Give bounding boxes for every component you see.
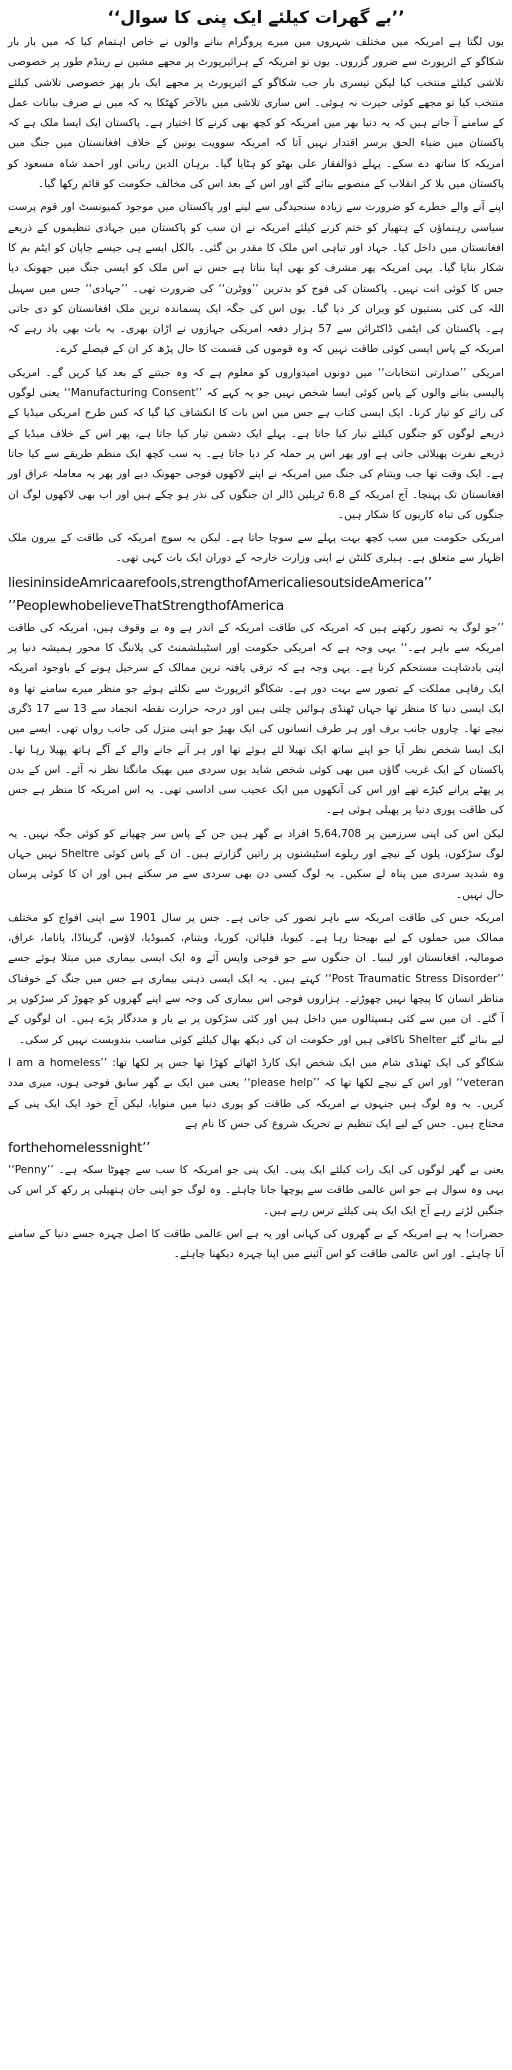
- article-paragraph: یعنی بے گھر لوگوں کی ایک رات کیلئے ایک پنی۔ ایک پنی جو امریکہ کا سب سے چھوٹا سکہ ہے۔ ’’Penny‘‘ یہی وہ سوال ہے جو اس عالمی طاقت سے پوچھا جانا چاہئے۔ وہ لوگ جو اپنی جان ہتھیلی پر رکھ کر اس کی جنگیں لڑتے رہے آج ایک ایک پنی کیلئے ترس رہے ہیں۔: [8, 1164, 504, 1217]
- english-quote-line: liesininsideAmricaarefools,strengthofAmericaliesoutsideAmerica’’: [8, 574, 432, 591]
- article-paragraph: اپنے آنے والے خطرے کو ضرورت سے زیادہ سنجیدگی سے لینے اور پاکستان میں موجود کمیونسٹ اور قوم پرست سیاسی رہنماؤں کے ہتھیار کو ختم کرنے کیلئے امریکہ نے ان سب کو پاکستان میں جہادی تنظیموں کے ذریعے افغانستان میں داخل کیا۔ جہاد اور تباہی اس ملک کا مقدر بن گئی۔ بالکل ایسے ہی جیسے جاپان کو ایٹم بم کا شکار بنایا گیا۔ یہی امریکہ پھر مشرف کو بھی اپنا بناتا ہے جس نے اس ملک کو ایسی جنگ میں جھونک دیا جس کا کوئی انت نہیں۔ پاکستان کی فوج کو بدترین ’’ووٹرن‘‘ کی ضرورت تھی۔ ’’جہادی‘‘ جس میں سہیل اللہ کی کئی بستیوں کو ویران کر دیا گیا۔ یوں اس کی جگہ ایک پسماندہ ترین ملک افغانستان کو دی جاتی ہے۔ پاکستان کی ایٹمی ڈاکٹرائن سے 57 ہزار دفعہ امریکی جہازوں نے اڑان بھری۔ یہ بات بھی یاد رہے کہ امریکہ کے پاس ایسی کوئی طاقت نہیں کہ وہ قوموں کی قسمت کا حال پڑھ کر ان کے فیصلے کرے۔: [8, 201, 504, 356]
- article-paragraph: امریکہ جس کی طاقت امریکہ سے باہر تصور کی جاتی ہے۔ جس پر سال 1901 سے اپنی افواج کو مختلف ممالک میں حملوں کے لیے بھیجتا رہا ہے۔ کیوبا، فلپائن، کوریا، ویتنام، کمبوڈیا، لاؤس، گریناڈا، پاناما، عراق، صومالیہ، افغانستان اور لیبیا۔ ان جنگوں سے جو فوجی واپس آئے وہ ایک ایسی بیماری میں مبتلا ہوئے جسے ’’Post Traumatic Stress Disorder‘‘ کہتے ہیں۔ یہ ایک ایسی ذہنی بیماری ہے جس میں جنگ کے خوفناک مناظر انسان کا پیچھا نہیں چھوڑتے۔ ہزاروں فوجی اس بیماری کی وجہ سے اپنے گھروں کو چھوڑ کر سڑکوں پر آ گئے۔ ان میں سے کئی ہسپتالوں میں داخل ہیں اور کئی سڑکوں پر بے یار و مددگار پڑے ہیں۔ ان لوگوں کے لیے بنائے گئے Shelter ناکافی ہیں اور حکومت ان کی دیکھ بھال کیلئے کوئی مناسب بندوبست نہیں کر سکی۔: [8, 911, 504, 1046]
- article-paragraph: ’’جو لوگ یہ تصور رکھتے ہیں کہ امریکہ کی طاقت امریکہ کے اندر ہے وہ بے وقوف ہیں، امریکہ کی طاقت امریکہ سے باہر ہے۔‘‘ یہی وجہ ہے کہ امریکی حکومت اور اسٹیبلشمنٹ کی پلاننگ کا محور ہمیشہ دنیا پر اپنی بادشاہت مستحکم کرنا ہے۔ یہی وجہ ہے کہ ترقی یافتہ ترین ممالک کے سرخیل ہونے کے باوجود امریکہ ایک رفاہی مملکت کے تصور سے بہت دور ہے۔ شکاگو ائرپورٹ سے نکلتے ہوئے جو منظر میرے سامنے تھا وہ ایک ایسی دنیا کا منظر تھا جہاں ٹھنڈی ہوائیں چلتی ہیں اور درجہ حرارت نقطہ انجماد سے 13 سے 17 ڈگری نیچے تھا۔ چاروں جانب برف اور ہر طرف انسانوں کی ایک بھیڑ جو اپنی منزل کی جانب رواں تھی۔ ایسے میں ایک ایسا شخص نظر آیا جو اپنے ساتھ ایک تھیلا لئے ہوئے تھا اور ہر آنے جانے والے کے آگے ہاتھ پھیلا رہا تھا۔ پاکستان کے ایک غریب گاؤں میں بھی کوئی شخص شاید یوں سردی میں بھیک مانگتا نظر نہ آئے۔ اس کے بدن پر پھٹے پرانے کپڑے تھے اور اس کی آنکھوں میں ایک عجیب سی اداسی تھی۔ یہ اس امریکہ کا منظر ہے جس کی طاقت پوری دنیا پر پھیلی ہوئی ہے۔: [8, 621, 504, 817]
- article-title: ’’بے گھرات کیلئے ایک پنی کا سوال‘‘: [107, 8, 405, 28]
- article-paragraph: شکاگو کی ایک ٹھنڈی شام میں ایک شخص ایک کارڈ اٹھائے کھڑا تھا جس پر لکھا تھا: ’’I am a homeless veteran‘‘ اور اس کے نیچے لکھا تھا کہ ’’please help‘‘ یعنی میں ایک بے گھر سابق فوجی ہوں، میری مدد کریں۔ یہ وہ لوگ ہیں جنہوں نے امریکہ کی طاقت کو پوری دنیا میں منوایا، لیکن آج خود ایک ایک پنی کے محتاج ہیں۔ جس کے لیے ایک تنظیم نے تحریک شروع کی جس کا نام ہے: [8, 1056, 504, 1130]
- article-paragraph: یوں لگتا ہے امریکہ میں مختلف شہروں میں میرے پروگرام بنانے والوں نے خاص اہتمام کیا کہ میں بار بار شکاگو کے ائرپورٹ سے ضرور گزروں۔ یوں تو امریکہ کے ہرائیرپورٹ پر مجھے مشین نے رینڈم طور پر خصوصی تلاشی کیلئے منتخب کیا لیکن تیسری بار جب شکاگو کے ائیرپورٹ پر مجھے ایک بار پھر خصوصی تلاشی کیلئے منتخب کیا تو مجھے کوئی حیرت نہ ہوئی۔ اس ساری تلاشی میں بالآخر کھٹکا یہ کہ میں نے صرف بیانات عمل کے سامنے آ جاتے ہیں کہ یہ دنیا بھر میں امریکہ کو کچھ بھی کرنے کا اختیار ہے۔ پاکستان ایک ایسا ملک ہے کہ پاکستان میں ضیاء الحق برسر اقتدار نہیں آتا کہ امریکہ سوویت یونین کے خلاف افغانستان میں جنگ میں امریکہ کا ساتھ دے سکے۔ پہلے ذوالفقار علی بھٹو کو ہٹایا گیا۔ برہان الدین ربانی اور احمد شاہ مسعود کو پاکستان میں بلا کر انقلاب کے منصوبے بنائے گئے اور اس کے بعد اس کی مخالف حکومت کو قائم رکھا گیا۔: [8, 36, 504, 191]
- article-paragraph: حضرات! یہ ہے امریکہ کے بے گھروں کی کہانی اور یہ ہے اس عالمی طاقت کا اصل چہرہ جسے دنیا کے سامنے آنا چاہئے۔ اور اس عالمی طاقت کو اس آئینے میں اپنا چہرہ دیکھنا چاہئے۔: [8, 1228, 504, 1261]
- article-paragraph: امریکی ’’صدارتی انتخابات‘‘ میں دونوں امیدواروں کو معلوم ہے کہ وہ جیتنے کے بعد کیا کریں گے۔ امریکی پالیسی بنانے والوں کے پاس کوئی ایسا شخص نہیں جو یہ کہے کہ ’’Manufacturing Consent‘‘ یعنی لوگوں کی رائے کو تیار کرنا۔ ایک ایسی کتاب ہے جس میں اس بات کا انکشاف کیا گیا کہ کس طرح امریکی میڈیا کے ذریعے لوگوں کو جنگوں کیلئے تیار کیا جاتا ہے۔ پہلے ایک دشمن تیار کیا جاتا ہے، پھر اس کے خلاف میڈیا کے ذریعے نفرت پھیلائی جاتی ہے اور پھر اس پر حملہ کر دیا جاتا ہے۔ یہ سب کچھ ایک منظم طریقے سے کیا جاتا ہے۔ ایک وقت تھا جب ویتنام کی جنگ میں امریکہ نے اپنے لاکھوں فوجی جھونک دیے اور پھر یہ معاملہ عراق اور افغانستان تک پہنچا۔ آج امریکہ کے 6.8 ٹریلین ڈالر ان جنگوں کی نذر ہو چکے ہیں اور اب بھی لاکھوں لوگ ان جنگوں کی تباہ کاریوں کا شکار ہیں۔: [8, 366, 504, 521]
- article-paragraph: لیکن اس کی اپنی سرزمین پر 5,64,708 افراد بے گھر ہیں جن کے پاس سر چھپانے کو کوئی جگہ نہیں۔ یہ لوگ سڑکوں، پلوں کے نیچے اور ریلوے اسٹیشنوں پر راتیں گزارتے ہیں۔ ان کے پاس کوئی Sheltre نہیں جہاں وہ شدید سردی میں پناہ لے سکیں۔ یہ لوگ کسی دن بھی سردی سے مر سکتے ہیں اور ان کا کوئی پرسان حال نہیں۔: [8, 827, 504, 901]
- english-quote-line: forthehomelessnight’’: [8, 1140, 151, 1157]
- english-quote-line: ’’PeoplewhobelieveThatStrengthofAmerica: [8, 597, 285, 614]
- article-paragraph: امریکی حکومت میں سب کچھ بہت پہلے سے سوچا جاتا ہے۔ لیکن یہ سوچ امریکہ کی طاقت کے بیرون ملک اظہار سے متعلق ہے۔ ہیلری کلنٹن نے اپنی وزارت خارجہ کے دوران ایک بات کہی تھی۔: [8, 532, 504, 565]
